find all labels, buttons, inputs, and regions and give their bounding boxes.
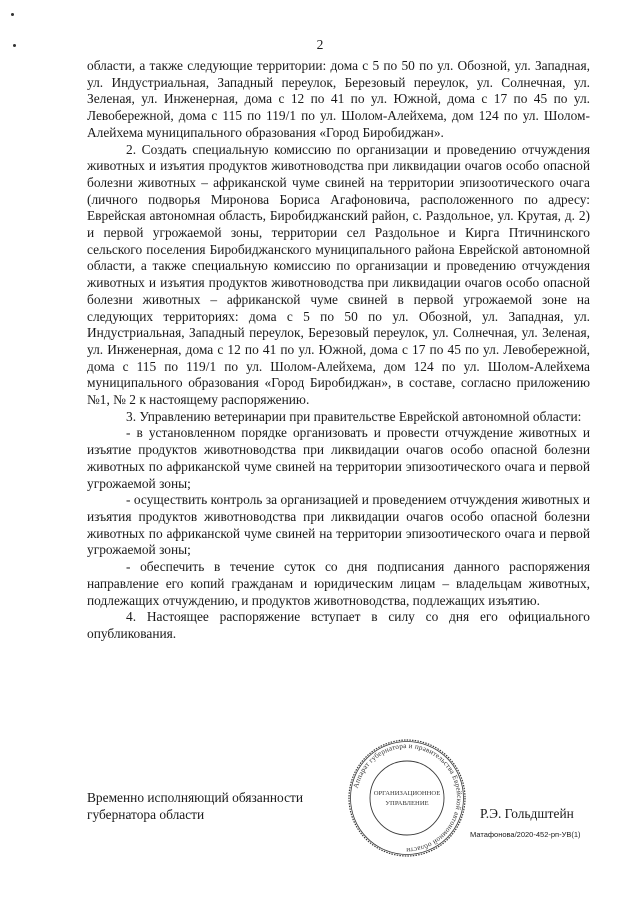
- organizational-stamp: [346, 737, 468, 859]
- paragraph-continuation: области, а также следующие территории: дома с 5 по 50 по ул. Обозной, ул. Западная, ул. Индустриальная, Западный переулок, Березовый переулок, ул. Солнечная, ул. Зеленая, ул. Инженерная, дома с 12 по 41 по ул. Южной, дома с 17 по 45 по ул. Левобережной, дома с 115 по 119/1 по ул. Шолом-Алейхема, дом 124 по ул. Шолом-Алейхема муниципального образования «Город Биробиджан».: [87, 58, 590, 140]
- paragraph-item-2: 2. Создать специальную комиссию по организации и проведению отчуждения животных и изъятия продуктов животноводства при ликвидации очагов особо опасной болезни животных – африканской чуме свиней на территории эпизоотического очага (личного подворья Миронова Бориса Агафоновича, расположенного по адресу: Еврейская автономная область, Биробиджанский район, с. Раздольное, ул. Крутая, д. 2) и первой угрожаемой зоны, территории сел Раздольное и Кирга Птичнинского сельского поселения Биробиджанского муниципального района Еврейской автономной области, а также специальную комиссию по организации и проведению отчуждения животных и изъятия продуктов животноводства при ликвидации очагов особо опасной болезни животных – африканской чуме свиней в первой угрожаемой зоне на следующих территориях: дома с 5 по 50 по ул. Обозной, ул. Западная, ул. Индустриальная, Западный переулок, Березовый переулок, ул. Солнечная, ул. Зеленая, ул. Инженерная, дома с 12 по 41 по ул. Южной, дома с 17 по 45 по ул. Левобережной, дома с 115 по 119/1 по ул. Шолом-Алейхема, дом 124 по ул. Шолом-Алейхема муниципального образования «Город Биробиджан», в составе, согласно приложению №1, № 2 к настоящему распоряжению.: [87, 141, 590, 408]
- document-body: [87, 58, 590, 643]
- signatory-position-line-1: Временно исполняющий обязанности: [87, 790, 304, 805]
- signatory-position: [87, 790, 357, 823]
- stamp-center-line-2: УПРАВЛЕНИЕ: [385, 800, 429, 807]
- paragraph-subitem-2: - осуществить контроль за организацией и проведением отчуждения животных и изъятия продуктов животноводства при ликвидации очагов особо опасной болезни животных по африканской чуме свиней на территории эпизоотического очага и первой угрожаемой зоны;: [87, 492, 590, 558]
- page-number: 2: [316, 37, 324, 52]
- paragraph-item-4: 4. Настоящее распоряжение вступает в силу со дня его официального опубликования.: [87, 609, 590, 641]
- paragraph-item-3: 3. Управлению ветеринарии при правительстве Еврейской автономной области:: [126, 408, 582, 424]
- signatory-position-line-2: губернатора области: [87, 806, 205, 822]
- scan-mark-1: [11, 13, 14, 16]
- signatory-name: Р.Э. Гольдштейн: [480, 806, 574, 821]
- document-code: Матафонова/2020-452-рп-УВ(1): [470, 830, 581, 839]
- paragraph-subitem-3: - обеспечить в течение суток со дня подписания данного распоряжения направление его копий гражданам и юридическим лицам – владельцам животных, подлежащих отчуждению, и продуктов животноводства, подлежащих изъятию.: [87, 559, 590, 608]
- paragraph-subitem-1: - в установленном порядке организовать и провести отчуждение животных и изъятие продуктов животноводства при ликвидации очагов особо опасной болезни животных по африканской чуме свиней на территории эпизоотического очага и первой угрожаемой зоны;: [87, 425, 590, 491]
- stamp-center-line-1: ОРГАНИЗАЦИОННОЕ: [373, 790, 441, 797]
- stamp-ring-text: Аппарат губернатора и правительства Еврейской автономной области: [351, 741, 464, 855]
